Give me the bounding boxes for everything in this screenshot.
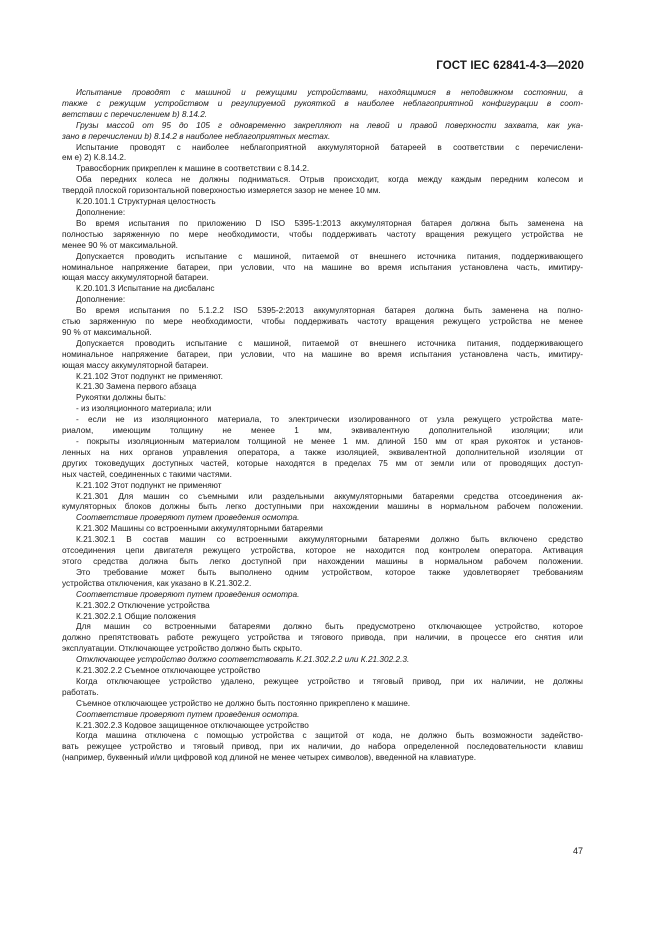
text-line: К.21.102 Этот подпункт не применяют [76,480,222,490]
text-line: полностью заряженную по мере необходимости, чтобы поддерживать частоту вращения режущего устройства не [62,229,583,239]
text-line: также с режущим устройством и регулируемой рукояткой в наиболее неблагоприятной конфигурации в соот- [62,98,583,108]
text-line: Соответствие проверяют путем проведения осмотра. [76,513,300,523]
text-line: Для машин со встроенными батареями должно быть предусмотрено отключающее устройство, которое [76,622,583,632]
document-body [62,88,583,764]
text-line: - из изоляционного материала; или [76,404,212,414]
text-line: Травосборник прикреплен к машине в соответствии с 8.14.2. [76,164,310,174]
text-line: Это требование может быть выполнено одним устройством, которое также удовлетворяет требованиям [76,567,583,577]
text-line: ветствии с перечислением b) 8.14.2. [62,109,208,119]
text-line: номинальное напряжение батареи, при условии, что на машине во время испытания установлена часть, имитиру- [62,349,583,359]
text-line: К.21.301 Для машин со съемными или раздельными аккумуляторными батареями средства отсоединения ак- [76,491,583,501]
text-line: Во время испытания по приложению D ISO 5395-1:2013 аккумуляторная батарея должна быть заменена на [76,218,583,228]
text-line: кумуляторных блоков должны быть легко доступными при нахождении машины в нормальном рабочем положении. [62,502,583,512]
text-line: К.21.302.2.1 Общие положения [76,611,196,621]
text-line: Соответствие проверяют путем проведения осмотра. [76,589,300,599]
text-line: Допускается проводить испытание с машиной, питаемой от внешнего источника питания, поддерживающего [76,338,583,348]
text-line: Отключающее устройство должно соответствовать К.21.302.2.2 или К.21.302.2.3. [76,655,410,665]
text-line: Испытание проводят с машиной и режущими устройствами, находящимися в неподвижном состоянии, а [76,88,583,97]
text-line: стью заряженную по мере необходимости, чтобы поддерживать частоту вращения режущего устройства не менее [62,317,583,327]
text-line: Дополнение: [76,207,126,217]
text-line: эксплуатации. Отключающее устройство должно быть скрыто. [62,644,303,654]
text-line: К.21.302.2 Отключение устройства [76,600,210,610]
page-number: 47 [572,846,583,856]
text-line: Грузы массой от 95 до 105 г одновременно закрепляют на левой и правой поверхности захвата, как ука- [76,120,583,130]
text-line: зано в перечислении b) 8.14.2 в наиболее неблагоприятных местах. [62,131,331,141]
text-line: должно препятствовать работе режущего устройства и тягового привода, при наличии, в процессе его снятия или [62,633,583,643]
text-line: работать. [62,687,99,697]
text-line: ем е) 2) К.8.14.2. [62,153,127,163]
text-line: (например, буквенный и/или цифровой код длиной не менее четырех символов), введенной на клавиатуре. [62,753,477,763]
text-line: риалом, имеющим толщину не менее 1 мм, эквивалентную дополнительной изоляции; или [62,426,583,436]
text-line: Допускается проводить испытание с машиной, питаемой от внешнего источника питания, поддерживающего [76,251,583,261]
text-line: отсоединения цепи двигателя режущего устройства, которое не находится под контролем оператора. Активация [62,546,583,556]
text-line: устройства отключения, как указано в К.21.302.2. [62,578,252,588]
text-line: Рукоятки должны быть: [76,393,167,403]
text-line: Оба передних колеса не должны подниматься. Отрыв происходит, когда между каждым передним колесом и [76,175,583,185]
text-line: Соответствие проверяют путем проведения осмотра. [76,709,300,719]
text-line: К.21.30 Замена первого абзаца [76,382,197,392]
text-line: других токоведущих доступных частей, которые находятся в пределах 75 мм от земли или от проводящих доступ- [62,458,583,468]
standard-header: ГОСТ IEC 62841-4-3—2020 [436,60,584,72]
text-line: этого средства должна быть легко доступной при нахождении машины в нормальном рабочем положении. [62,556,583,566]
text-line: ленных на них органов управления оператора, а также изоляцией, эквивалентной дополнительной изоляции от [62,447,583,457]
text-line: Когда отключающее устройство удалено, режущее устройство и тяговый привод, при их наличии, не должны [76,676,583,686]
text-line: К.21.302.1 В состав машин со встроенными аккумуляторными батареями должно быть включено средство [76,535,583,545]
text-line: Испытание проводят с наиболее неблагоприятной аккумуляторной батареей в соответствии с перечислени- [76,142,583,152]
text-line: Во время испытания по 5.1.2.2 ISO 5395-2:2013 аккумуляторная батарея должна быть заменена на полно- [76,306,583,316]
text-line: К.21.302 Машины со встроенными аккумуляторными батареями [76,524,323,534]
text-line: К.21.102 Этот подпункт не применяют. [76,371,223,381]
text-line: менее 90 % от максимальной. [62,240,178,250]
text-line: ных частей, соединенных с такими частями. [62,469,232,479]
text-line: твердой плоской горизонтальной поверхностью измеряется зазор не менее 10 мм. [62,186,381,196]
text-line: Когда машина отключена с помощью устройства с защитой от кода, не должно быть возможности задейство- [76,731,583,741]
text-line: К.21.302.2.2 Съемное отключающее устройство [76,666,261,676]
text-line: К.21.302.2.3 Кодовое защищенное отключающее устройство [76,720,309,730]
text-line: ющая массу аккумуляторной батареи. [62,360,209,370]
text-line: К.20.101.3 Испытание на дисбаланс [76,284,215,294]
text-line: Съемное отключающее устройство не должно быть постоянно прикреплено к машине. [76,698,411,708]
text-line: - покрыты изоляционным материалом толщиной не менее 1 мм. длиной 150 мм от края рукояток и установ- [76,437,583,446]
text-line: вать режущее устройство и тяговый привод, при их наличии, до набора определенной последовательности клавиш [62,742,583,752]
text-line: ющая массу аккумуляторной батареи. [62,273,209,283]
text-line: 90 % от максимальной. [62,327,152,337]
text-line: номинальное напряжение батареи, при условии, что на машине во время испытания установлена часть, имитиру- [62,262,583,272]
text-line: Дополнение: [76,295,126,305]
text-line: К.20.101.1 Структурная целостность [76,197,216,207]
text-line: - если не из изоляционного материала, то электрически изолированного от узла режущего устройства мате- [76,415,583,425]
